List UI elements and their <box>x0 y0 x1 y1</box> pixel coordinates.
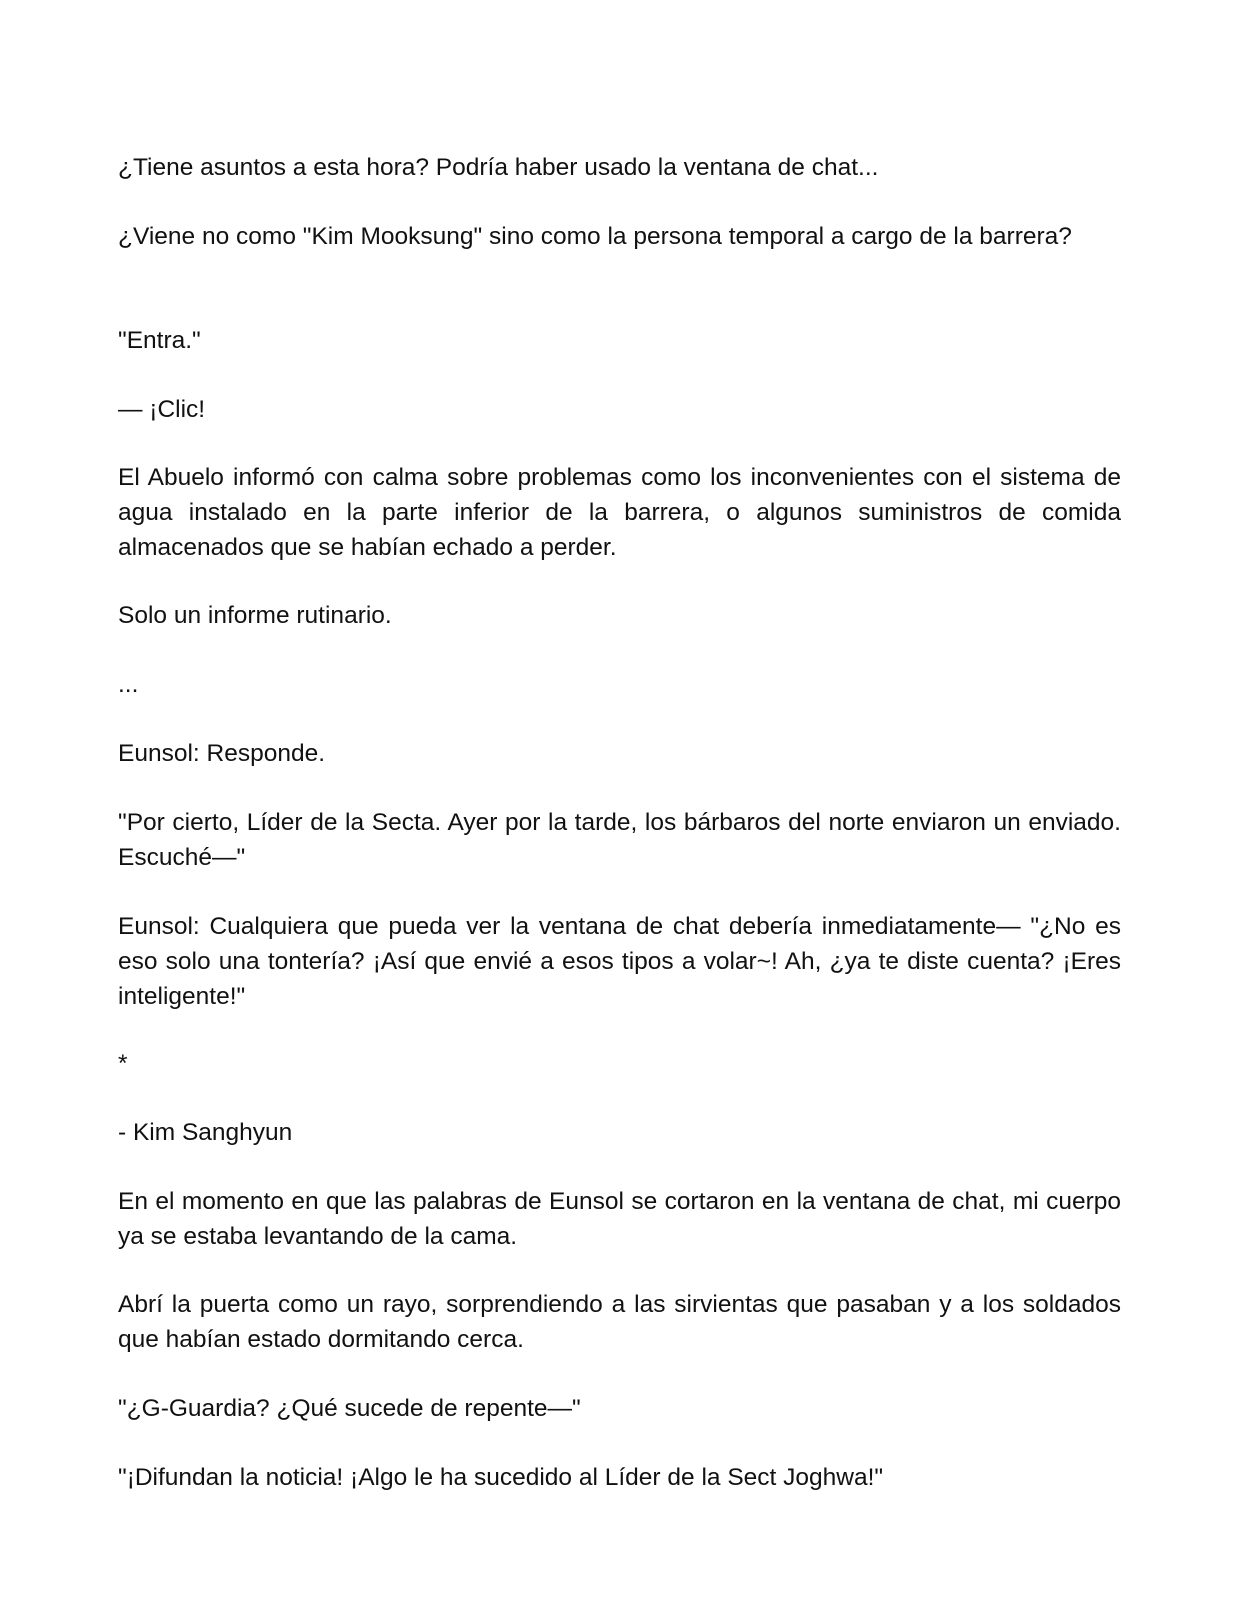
paragraph-7: ... <box>118 671 139 698</box>
paragraph-12: - Kim Sanghyun <box>118 1119 293 1146</box>
paragraph-13: En el momento en que las palabras de Eunsol se cortaron en la ventana de chat, mi cuerpo ya se estaba levantando de la cama. <box>118 1188 1121 1250</box>
paragraph-14: Abrí la puerta como un rayo, sorprendiendo a las sirvientas que pasaban y a los soldados que habían estado dormitando cerca. <box>118 1291 1121 1353</box>
paragraph-10: Eunsol: Cualquiera que pueda ver la ventana de chat debería inmediatamente— "¿No es eso solo una tontería? ¡Así que envié a esos tipos a volar~! Ah, ¿ya te diste cuenta? ¡Eres inteligente!" <box>118 913 1121 1010</box>
paragraph-15: "¿G-Guardia? ¿Qué sucede de repente—" <box>118 1395 581 1422</box>
paragraph-6: Solo un informe rutinario. <box>118 602 392 629</box>
paragraph-4: — ¡Clic! <box>118 396 206 423</box>
paragraph-2: ¿Viene no como "Kim Mooksung" sino como la persona temporal a cargo de la barrera? <box>118 223 1072 250</box>
paragraph-16: "¡Difundan la noticia! ¡Algo le ha sucedido al Líder de la Sect Joghwa!" <box>118 1464 884 1491</box>
paragraph-9: "Por cierto, Líder de la Secta. Ayer por la tarde, los bárbaros del norte enviaron un enviado. Escuché—" <box>118 809 1121 871</box>
paragraph-11: * <box>118 1050 128 1077</box>
paragraph-3: "Entra." <box>118 327 201 354</box>
paragraph-8: Eunsol: Responde. <box>118 740 326 767</box>
paragraph-5: El Abuelo informó con calma sobre problemas como los inconvenientes con el sistema de agua instalado en la parte inferior de la barrera, o algunos suministros de comida almacenados que se habían echado a perder. <box>118 464 1121 561</box>
paragraph-1: ¿Tiene asuntos a esta hora? Podría haber usado la ventana de chat... <box>118 154 879 181</box>
